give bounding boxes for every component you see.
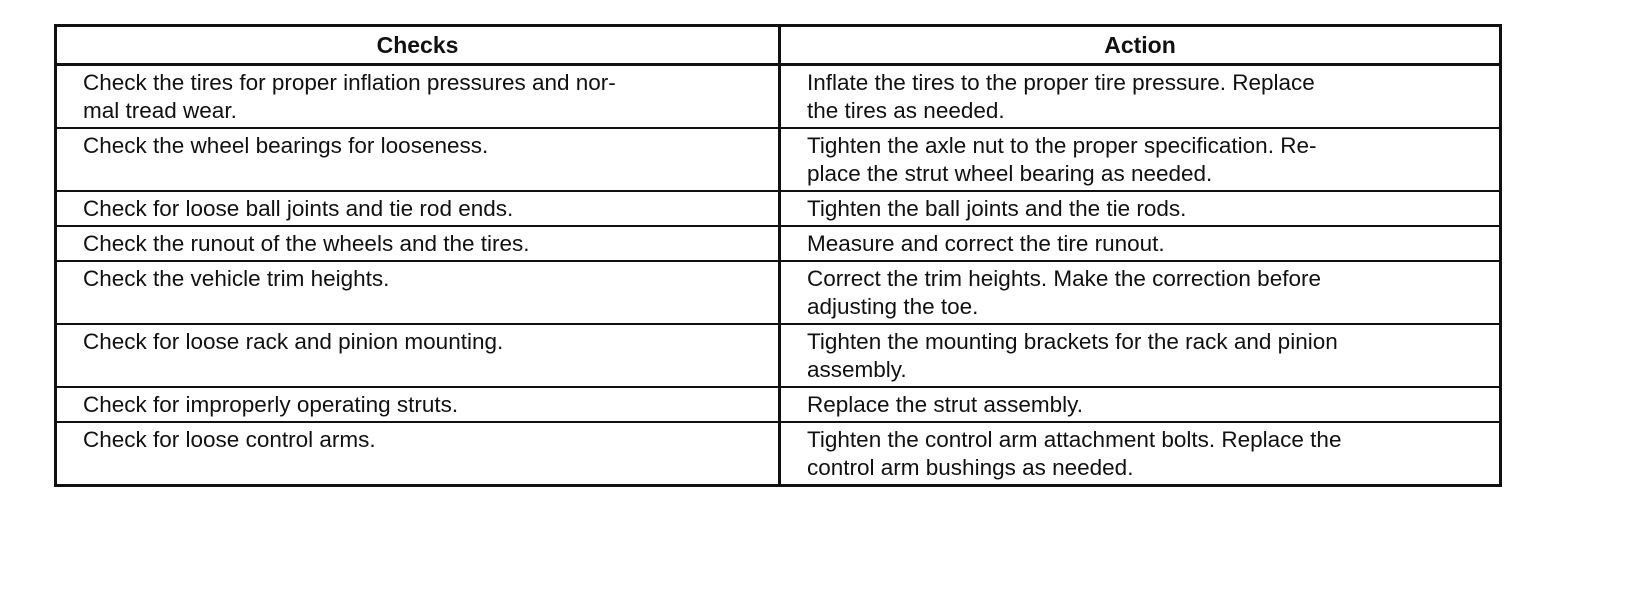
table-row: [56, 226, 1501, 261]
check-cell: Check the wheel bearings for looseness.: [56, 128, 780, 191]
table-row: [56, 387, 1501, 422]
check-cell: Check for loose control arms.: [56, 422, 780, 486]
action-cell: Inflate the tires to the proper tire pressure. Replace the tires as needed.: [780, 65, 1501, 129]
action-cell: Tighten the axle nut to the proper specification. Re- place the strut wheel bearing as needed.: [780, 128, 1501, 191]
table-row: [56, 422, 1501, 486]
table-row: [56, 65, 1501, 129]
action-cell: Replace the strut assembly.: [780, 387, 1501, 422]
header-action: Action: [780, 26, 1501, 65]
action-cell: Tighten the ball joints and the tie rods.: [780, 191, 1501, 226]
action-cell: Correct the trim heights. Make the correction before adjusting the toe.: [780, 261, 1501, 324]
check-cell: Check for loose rack and pinion mounting.: [56, 324, 780, 387]
action-cell: Tighten the mounting brackets for the rack and pinion assembly.: [780, 324, 1501, 387]
table-row: [56, 128, 1501, 191]
checks-action-table: [54, 24, 1502, 487]
action-cell: Measure and correct the tire runout.: [780, 226, 1501, 261]
check-cell: Check for improperly operating struts.: [56, 387, 780, 422]
check-cell: Check the vehicle trim heights.: [56, 261, 780, 324]
table-row: [56, 324, 1501, 387]
check-cell: Check the runout of the wheels and the tires.: [56, 226, 780, 261]
check-cell: Check the tires for proper inflation pressures and nor- mal tread wear.: [56, 65, 780, 129]
table-header-row: [56, 26, 1501, 65]
check-cell: Check for loose ball joints and tie rod ends.: [56, 191, 780, 226]
header-checks: Checks: [56, 26, 780, 65]
table-row: [56, 191, 1501, 226]
action-cell: Tighten the control arm attachment bolts. Replace the control arm bushings as needed.: [780, 422, 1501, 486]
table-row: [56, 261, 1501, 324]
